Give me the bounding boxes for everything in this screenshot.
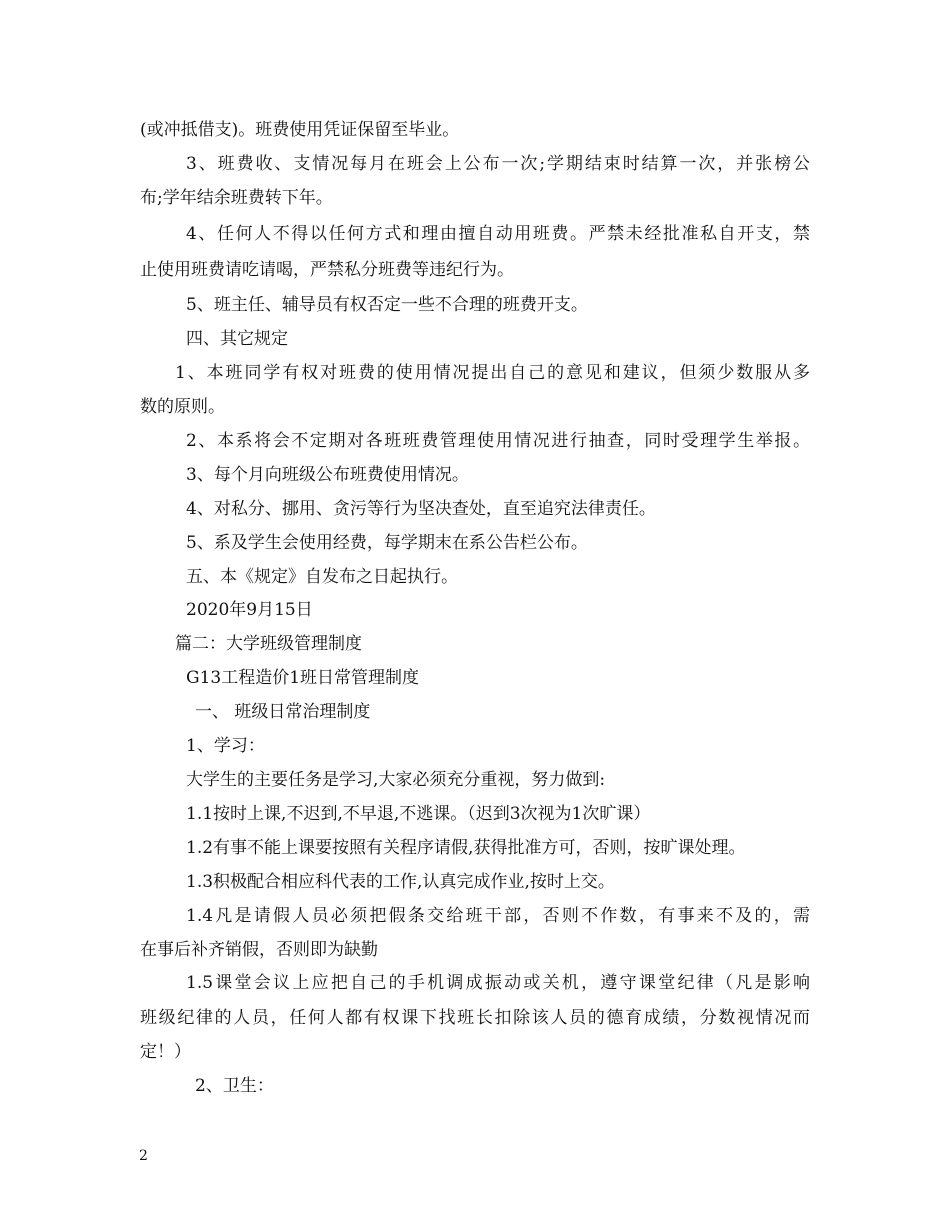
text-line: 1.2有事不能上课要按照有关程序请假,获得批准方可，否则，按旷课处理。	[186, 838, 746, 858]
text-line: 5、班主任、辅导员有权否定一些不合理的班费开支。	[186, 295, 588, 315]
text-line: 班级纪律的人员，任何人都有权课下找班长扣除该人员的德育成绩，分数视情况而	[140, 1008, 810, 1028]
date-line: 2020年9月15日	[186, 600, 313, 620]
text-line: 布;学年结余班费转下年。	[140, 188, 333, 208]
text-line: 定！）	[140, 1042, 191, 1062]
text-line: 5、系及学生会使用经费，每学期末在系公告栏公布。	[186, 533, 588, 553]
text-line: 4、对私分、挪用、贪污等行为坚决查处，直至追究法律责任。	[186, 499, 656, 519]
document-title: G13工程造价1班日常管理制度	[186, 668, 420, 688]
text-line: 1、本班同学有权对班费的使用情况提出自己的意见和建议，但须少数服从多	[175, 363, 810, 383]
text-line: 4、任何人不得以任何方式和理由擅自动用班费。严禁未经批准私自开支，禁	[186, 224, 810, 244]
text-line: (或冲抵借支)。班费使用凭证保留至毕业。	[140, 120, 460, 140]
page-number: 2	[139, 1148, 148, 1164]
text-line: 1.4凡是请假人员必须把假条交给班干部，否则不作数，有事来不及的，需	[186, 906, 810, 926]
text-line: 3、班费收、支情况每月在班会上公布一次;学期结束时结算一次，并张榜公	[186, 154, 810, 174]
text-line: 大学生的主要任务是学习,大家必须充分重视，努力做到:	[186, 770, 606, 790]
text-line: 2、本系将会不定期对各班班费管理使用情况进行抽查，同时受理学生举报。	[186, 431, 810, 451]
text-line: 数的原则。	[140, 397, 225, 417]
text-line: 止使用班费请吃请喝，严禁私分班费等违纪行为。	[140, 260, 514, 280]
text-line: 五、本《规定》自发布之日起执行。	[186, 567, 458, 587]
subsection-heading: 2、卫生：	[195, 1076, 274, 1096]
text-line: 1.1按时上课,不迟到,不早退,不逃课。（迟到3次视为1次旷课）	[186, 804, 651, 824]
text-line: 3、每个月向班级公布班费使用情况。	[186, 465, 469, 485]
section-heading: 四、其它规定	[186, 329, 288, 349]
subsection-heading: 1、学习：	[186, 736, 265, 756]
text-line: 1.5课堂会议上应把自己的手机调成振动或关机，遵守课堂纪律（凡是影响	[186, 973, 810, 993]
section-heading: 一、 班级日常治理制度	[195, 702, 371, 722]
text-line: 在事后补齐销假，否则即为缺勤	[140, 940, 378, 960]
text-line: 1.3积极配合相应科代表的工作,认真完成作业,按时上交。	[186, 872, 615, 892]
chapter-title: 篇二：大学班级管理制度	[175, 634, 362, 654]
